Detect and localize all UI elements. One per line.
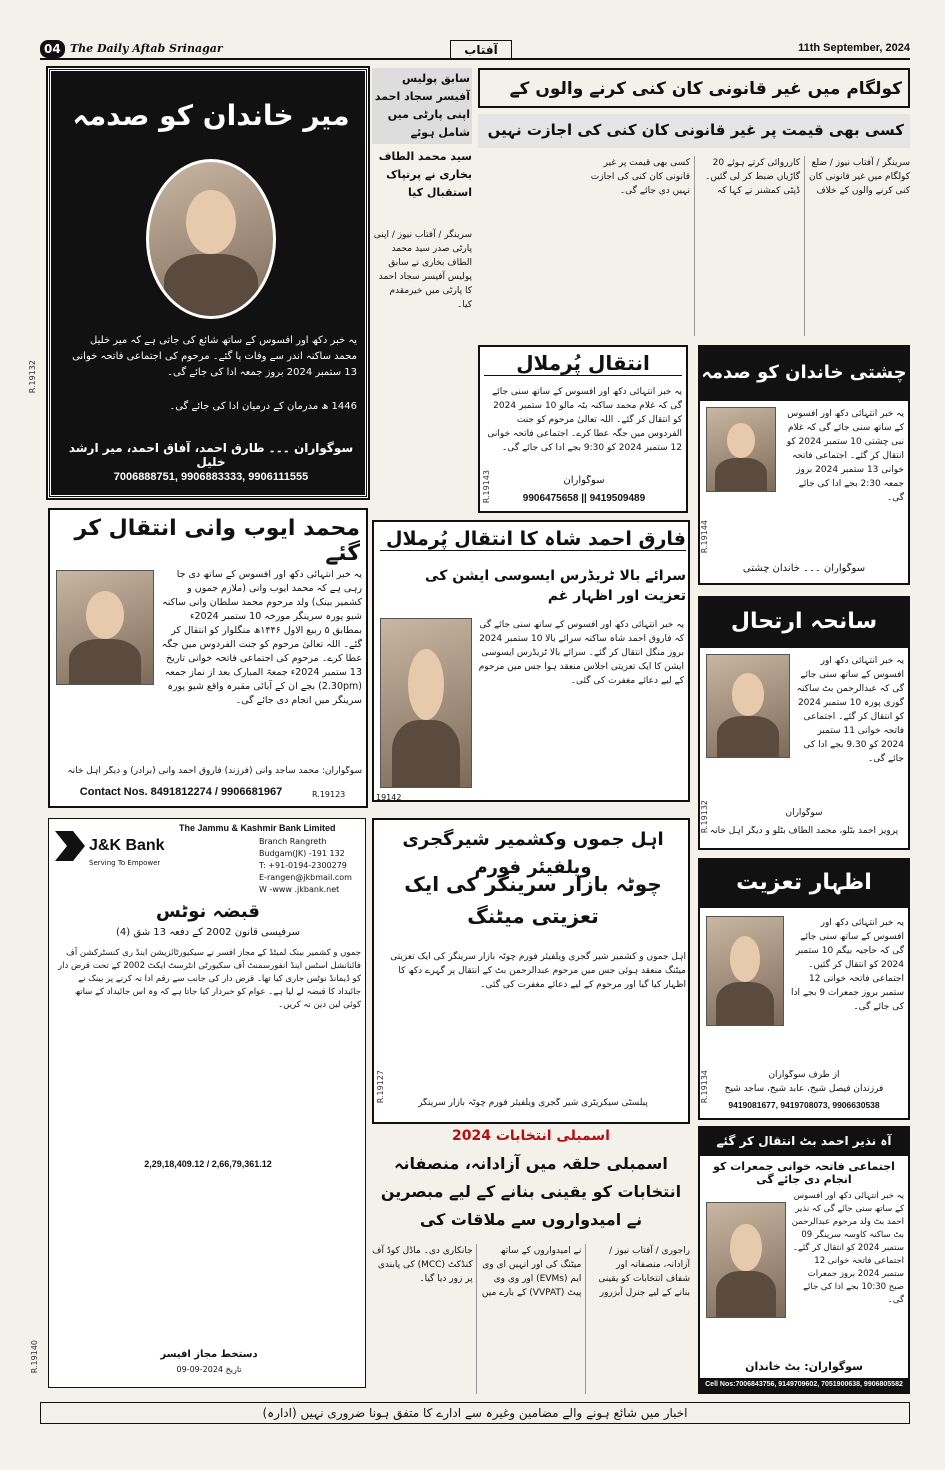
ad-subhead: سرائے بالا ٹریڈرس ایسوسی ایشن کی تعزیت اور اظہار غم (425, 568, 686, 604)
bank-branch: Branch Rangreth (259, 837, 327, 846)
ad-code: R.19127 (376, 1070, 385, 1104)
obituary-farooq-shah (372, 520, 690, 802)
strip-title: سابق پولیس آفیسر سجاد احمد اپنی پارٹی میں شامل ہوئے (372, 68, 472, 144)
bank-email: E-rangen@jkbmail.com (259, 873, 352, 882)
ad-phones: 9906475658 || 9419509489 (522, 493, 646, 504)
ad-title: اہل جموں وکشمیر شیرگجری ویلفیئر فورم (402, 829, 664, 878)
bank-name: The Jammu & Kashmir Bank Limited (179, 823, 336, 833)
paper-logo: آفتاب (450, 40, 512, 60)
ad-date-line: 1446 ھ مدرمان کے درمیان ادا کی جائے گی۔ (169, 401, 357, 412)
ad-body: یہ خبر انتہائی دکھ اور افسوس کے ساتھ سنی جائے گی کہ حاجیہ بیگم 10 ستمبر 2024 کو انتقال کر گئیں۔ اجتماعی فاتحہ خوانی 12 ستمبر بروز جمعرات 9 بجے ادا کی جائے گی۔ (791, 918, 904, 1012)
strip-subtitle: سید محمد الطاف بخاری نے پرتپاک استقبال کیا (378, 150, 472, 199)
bank-logo-text: J&K Bank (89, 837, 165, 854)
news-kulgam (478, 68, 910, 340)
ad-code: R.19144 (700, 520, 709, 554)
news-assembly-elections (372, 1128, 690, 1396)
ad-code: R.19132 (700, 800, 709, 834)
ad-mourners: سوگواران (785, 808, 823, 818)
ad-body: اہل جموں و کشمیر شیر گجری ویلفیئر فورم چوٹہ بازار سرینگر کی ایک تعزیتی میٹنگ منعقد ہوئی جس میں مرحوم عبدالرحمن بٹ کے انتقال پر گہرے دکھ کا اظہار کیا گیا اور مرحوم کے لیے دعائے مغفرت کی گئی۔ (390, 952, 686, 990)
side-news-strip (372, 68, 472, 508)
ad-phones: Cell Nos:7006843756, 9149709602, 7051900638, 9906805582 (700, 1378, 908, 1392)
ad-title: محمد ایوب وانی انتقال کر گئے (74, 516, 360, 566)
bank-tel: T: +91-0194-2300279 (259, 861, 347, 870)
deceased-photo (146, 159, 276, 319)
notice-subtitle: سرفیسی قانون 2002 کے دفعہ 13 شق (4) (116, 927, 300, 938)
deceased-photo (380, 618, 472, 788)
obituary-ayub-wani (48, 508, 368, 808)
news-tag: اسمبلی انتخابات 2024 (452, 1128, 610, 1144)
ad-footer: پبلسٹی سیکریٹری شیر گجری ویلفیئر فورم چوٹہ بازار سرینگر (418, 1098, 648, 1108)
ad-code: R.19132 (28, 360, 37, 394)
ad-mourners: سوگواران (563, 475, 605, 486)
news-body: سرینگر / آفتاب نیوز / ضلع کولگام میں غیر قانونی کان کنی کرنے والوں کے خلاف کارروائی کرتے ہوئے 20 گاڑیاں ضبط کر لی گئیں۔ ڈپٹی کمشنر نے کہا کہ کسی بھی قیمت پر غیر قانونی کان کنی کی اجازت نہیں دی جائے گی۔ (590, 158, 910, 196)
ad-body: یہ خبر انتہائی دکھ اور افسوس کے ساتھ سنی جائے گی کہ نذیر احمد بٹ ولد مرحوم عبدالرحمن بٹ ساکنہ کاوسہ سرینگر 09 ستمبر 2024 کو انتقال کر گئے۔ اجتماعی فاتحہ خوانی 12 ستمبر 2024 بروز جمعرات صبح 10:30 بجے ادا کی جائے گی۔ (791, 1191, 904, 1305)
ad-title: انتقال پُرملال (484, 351, 682, 376)
notice-signature: دستخط مجاز آفیسر (160, 1349, 258, 1360)
news-body: راجوری / آفتاب نیوز / آزادانہ، منصفانہ اور شفاف انتخابات کو یقینی بنانے کے لیے جنرل آبزرور نے امیدواروں کے ساتھ میٹنگ کی اور انہیں ای وی ایم (EVMs) اور وی وی پیٹ (VVPAT) کے بارے میں جانکاری دی۔ ماڈل کوڈ آف کنڈکٹ (MCC) کی پابندی پر زور دیا گیا۔ (372, 1246, 690, 1298)
ad-title: اظہار تعزیت (700, 860, 908, 908)
bank-logo-icon (55, 831, 85, 861)
obituary-nazir-bhat (698, 1126, 910, 1394)
obituary-izhar-taziyat (698, 858, 910, 1120)
ad-title: چشتی خاندان کو صدمہ (700, 347, 908, 401)
ad-title: آہ نذیر احمد بٹ انتقال کر گئے (700, 1128, 908, 1156)
obituary-intiqal (478, 345, 688, 513)
ad-code: 19142 (376, 793, 402, 802)
ad-mourners: سوگواران: بٹ خاندان (745, 1360, 863, 1373)
ad-mourners: سوگواران: محمد ساجد وانی (فرزند) فاروق احمد وانی (برادر) و دیگر اہل خانہ (67, 766, 362, 776)
ad-title: سانحہ ارتحال (700, 598, 908, 648)
ad-title: فارق احمد شاہ کا انتقال پُرملال (380, 528, 686, 551)
news-headline: اسمبلی حلقہ میں آزادانہ، منصفانہ انتخابات کو یقینی بنانے کے لیے مبصرین نے امیدواروں سے ملاقات کی (380, 1154, 682, 1229)
notice-title: قبضہ نوٹس (156, 901, 260, 922)
page-number: 04 (40, 40, 65, 58)
ad-body: یہ خبر انتہائی دکھ اور افسوس کے ساتھ سنی جائے گی کہ غلام محمد ساکنہ بٹہ مالو 10 ستمبر 2024 کو انتقال کر گئے۔ اللہ تعالیٰ مرحوم کو جنت الفردوس میں جگہ عطا کرے۔ اجتماعی فاتحہ خوانی 12 ستمبر 2024 کو 9:30 بجے ادا کی جائے گی۔ (487, 387, 682, 453)
ad-code: R.19123 (312, 790, 346, 799)
ad-title: میر خاندان کو صدمہ (72, 99, 350, 132)
page-footer: اخبار میں شائع ہونے والے مضامین وغیرہ سے ادارے کا متفق ہونا ضروری نہیں (ادارہ) (40, 1402, 910, 1424)
bank-address: Budgam(JK) -191 132 (259, 849, 345, 858)
strip-body: سرینگر / آفتاب نیوز / اپنی پارٹی صدر سید محمد الطاف بخاری نے سابق پولیس آفیسر سجاد احمد کا پارٹی میں خیرمقدم کیا۔ (373, 230, 472, 310)
obituary-chishti (698, 345, 910, 585)
deceased-photo (56, 570, 154, 685)
bank-logo (55, 827, 165, 883)
news-subhead: کسی بھی قیمت پر غیر قانونی کان کنی کی اجازت نہیں (478, 114, 910, 148)
bank-possession-notice (48, 818, 366, 1388)
ad-code: R.19140 (30, 1340, 39, 1374)
news-headline: کولگام میں غیر قانونی کان کنی کرنے والوں کے (478, 68, 910, 108)
deceased-photo (706, 1202, 786, 1318)
deceased-photo (706, 916, 784, 1026)
obituary-saniha (698, 596, 910, 850)
ad-body: یہ خبر انتہائی دکھ اور افسوس کے ساتھ سنی جائے گی کہ غلام نبی چشتی 10 ستمبر 2024 کو انتقال کر گئے۔ اجتماعی فاتحہ خوانی 13 ستمبر 2024 بروز جمعہ 2:30 بجے ادا کی جائے گی۔ (786, 409, 904, 503)
ad-code: R.19143 (482, 470, 491, 504)
ad-body: یہ خبر انتہائی دکھ اور افسوس کے ساتھ سنی جائے گی کہ عبدالرحمن بٹ ساکنہ گوری پورہ 10 ستمبر 2024 کو انتقال کر گئے۔ اجتماعی فاتحہ خوانی 11 ستمبر 2024 کو 9.30 بجے ادا کی جائے گی۔ (796, 656, 904, 764)
ad-subhead: اجتماعی فاتحہ خوانی جمعرات کو انجام دی جائے گی (713, 1160, 895, 1186)
deceased-photo (706, 654, 790, 758)
ad-body: یہ خبر انتہائی دکھ اور افسوس کے ساتھ سنی جائے گی کہ فاروق احمد شاہ ساکنہ سرائے بالا 10 ستمبر 2024 بروز منگل انتقال کر گئے۔ سرائے بالا ٹریڈرس ایسوسی ایشن کا ایک تعزیتی اجلاس منعقد ہوا جس میں مرحوم کے لیے دعائے مغفرت کی گئی۔ (478, 620, 684, 686)
ad-subhead: چوٹہ بازار سرینگر کی ایک تعزیتی میٹنگ (404, 872, 662, 928)
obituary-mir-family (48, 68, 368, 498)
ad-phones: 7006888751, 9906883333, 9906111555 (113, 471, 309, 483)
ad-body: یہ خبر دکھ اور افسوس کے ساتھ شائع کی جاتی ہے کہ میر خلیل محمد ساکنہ اندر سے وفات پا گئے۔ مرحوم کی اجتماعی فاتحہ خوانی 13 ستمبر 2024 بروز جمعہ ادا کی جائے گی۔ (72, 335, 357, 378)
bank-tagline: Serving To Empower (89, 859, 161, 867)
ad-code: R.19134 (700, 1070, 709, 1104)
ad-names: فرزندان فیصل شیخ، عابد شیخ، ساجد شیخ (724, 1084, 884, 1094)
notice-body: جموں و کشمیر بینک لمیٹڈ کے مجاز افسر نے سیکیورٹائزیشن اینڈ ری کنسٹرکشن آف فائنانشل اسٹس اینڈ انفورسمنٹ آف سکیورٹی انٹرسٹ ایکٹ 2002 کے تحت قرض دار کو ڈیمانڈ نوٹس جاری کیا تھا۔ قرض دار کی جانب سے رقم ادا نہ کرنے پر بینک نے جائیداد کا قبضہ لے لیا ہے۔ عوام کو خبردار کیا جاتا ہے کہ وہ اس جائیداد کے ساتھ کوئی لین دین نہ کریں۔ (58, 948, 361, 1010)
ad-contact: Contact Nos. 8491812274 / 9906681967 (79, 786, 283, 798)
ad-mourners: از طرف سوگواران (768, 1070, 840, 1080)
ad-mourners: سوگواران ۔۔۔ خاندان چشتی (742, 563, 866, 574)
bank-web: W -www .jkbank.net (259, 885, 340, 894)
ad-phones: 9419081677, 9419708073, 9906630538 (728, 1100, 880, 1110)
masthead (40, 40, 910, 60)
paper-name: The Daily Aftab Srinagar (70, 42, 223, 55)
ad-names: پرویز احمد بٹلو، محمد الطاف بٹلو و دیگر اہل خانہ (709, 826, 899, 836)
issue-date: 11th September, 2024 (798, 42, 910, 54)
forum-condolence-meeting (372, 818, 690, 1124)
notice-date: 09-09-2024 تاریخ (176, 1365, 242, 1374)
ad-body: یہ خبر انتہائی دکھ اور افسوس کے ساتھ دی جا رہی ہے کہ محمد ایوب وانی (ملازم جموں و کشمیر بینک) ولد مرحوم محمد سلطان وانی ساکنہ شیو پورہ سرینگر مورخہ 10 ستمبر 2024ء بمطابق ۵ ربیع الاول ۱۴۴۶ھ منگلوار کو انتقال کر گئے۔ اللہ تعالیٰ مرحوم کو جنت الفردوس میں جگہ عطا کرے۔ مرحوم کی اجتماعی فاتحہ خوانی تاریخ 13 ستمبر 2024ء جمعۃ المبارک بعد از نماز جمعہ (2.30pm) بجے ان کے آبائی مقبرہ واقع شیو پورہ سرینگر میں انجام دی جائے گی۔ (161, 569, 362, 706)
ad-mourners: سوگواران ۔۔۔ طارق احمد، آفاق احمد، میر ارشد خلیل (68, 441, 354, 469)
deceased-photo (706, 407, 776, 492)
notice-amounts: 2,29,18,409.12 / 2,66,79,361.12 (144, 1159, 272, 1169)
